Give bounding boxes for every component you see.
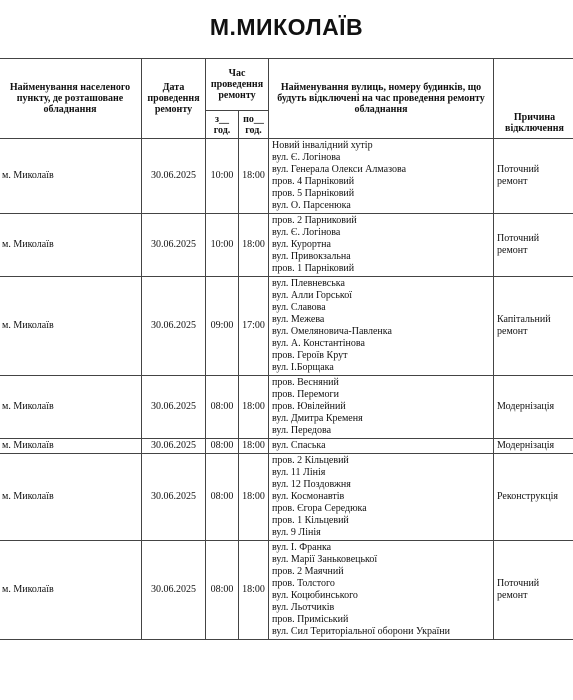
reason-cell: Капітальний ремонт xyxy=(494,277,573,376)
street-item: Новий інвалідний хутір xyxy=(272,140,373,151)
street-item: вул. І. Франка xyxy=(272,542,332,553)
date-cell: 30.06.2025 xyxy=(142,277,206,376)
street-item: вул. Є. Логінова xyxy=(272,227,341,238)
street-item: вул. О. Парсенюка xyxy=(272,200,351,211)
time-from-cell: 08:00 xyxy=(206,376,239,439)
header-date: Дата проведення ремонту xyxy=(142,59,206,139)
time-to-cell: 17:00 xyxy=(239,277,269,376)
street-item: вул. Сил Територіальної оборони України xyxy=(272,626,450,637)
street-item: вул. Космонавтів xyxy=(272,491,345,502)
table-row xyxy=(0,454,573,541)
header-time: Час проведення ремонту xyxy=(206,59,269,111)
streets-cell xyxy=(269,439,494,454)
street-item: пров. Приміський xyxy=(272,614,349,625)
streets-cell xyxy=(269,376,494,439)
streets-cell xyxy=(269,454,494,541)
time-to-cell: 18:00 xyxy=(239,541,269,640)
time-from-cell: 10:00 xyxy=(206,139,239,214)
settlement-cell: м. Миколаїв xyxy=(0,139,142,214)
table-row xyxy=(0,541,573,640)
street-item: вул. Омеляновича-Павленка xyxy=(272,326,392,337)
street-item: пров. Героїв Крут xyxy=(272,350,348,361)
date-cell: 30.06.2025 xyxy=(142,376,206,439)
street-item: вул. 12 Поздовжня xyxy=(272,479,351,490)
street-item: вул. Марії Заньковецької xyxy=(272,554,378,565)
street-item: вул. Алли Горської xyxy=(272,290,353,301)
street-item: вул. І.Борщака xyxy=(272,362,334,373)
time-to-cell: 18:00 xyxy=(239,139,269,214)
settlement-cell: м. Миколаїв xyxy=(0,454,142,541)
street-item: пров. Толстого xyxy=(272,578,335,589)
street-item: пров. 4 Парніковий xyxy=(272,176,355,187)
street-item: вул. 9 Лінія xyxy=(272,527,321,538)
reason-cell: Поточний ремонт xyxy=(494,541,573,640)
settlement-cell: м. Миколаїв xyxy=(0,439,142,454)
street-item: вул. Спаська xyxy=(272,440,326,451)
reason-cell: Модернізація xyxy=(494,376,573,439)
date-cell: 30.06.2025 xyxy=(142,454,206,541)
street-item: пров. Весняний xyxy=(272,377,339,388)
date-cell: 30.06.2025 xyxy=(142,214,206,277)
date-cell: 30.06.2025 xyxy=(142,139,206,214)
table-row xyxy=(0,439,573,454)
date-cell: 30.06.2025 xyxy=(142,439,206,454)
table-row xyxy=(0,376,573,439)
time-to-cell: 18:00 xyxy=(239,376,269,439)
street-item: вул. Курортна xyxy=(272,239,331,250)
streets-cell xyxy=(269,139,494,214)
street-item: вул. Є. Логінова xyxy=(272,152,341,163)
street-item: вул. Плевневська xyxy=(272,278,345,289)
time-from-cell: 10:00 xyxy=(206,214,239,277)
table-row xyxy=(0,214,573,277)
header-from: з__ год. xyxy=(206,111,239,139)
reason-cell: Модернізація xyxy=(494,439,573,454)
reason-cell: Поточний ремонт xyxy=(494,139,573,214)
street-item: пров. 2 Парниковий xyxy=(272,215,357,226)
table-row xyxy=(0,139,573,214)
street-item: пров. Перемоги xyxy=(272,389,339,400)
street-item: пров. 5 Парніковий xyxy=(272,188,355,199)
street-item: вул. А. Константінова xyxy=(272,338,365,349)
time-to-cell: 18:00 xyxy=(239,454,269,541)
header-to: по__ год. xyxy=(239,111,269,139)
street-item: вул. Привокзальна xyxy=(272,251,351,262)
street-item: пров. 1 Парніковий xyxy=(272,263,355,274)
table-row xyxy=(0,277,573,376)
street-item: вул. Слaвова xyxy=(272,302,326,313)
street-item: пров. 2 Маячний xyxy=(272,566,344,577)
street-item: вул. Передова xyxy=(272,425,332,436)
settlement-cell: м. Миколаїв xyxy=(0,541,142,640)
page-title: М.МИКОЛАЇВ xyxy=(209,14,364,40)
header-streets: Найменування вулиць, номеру будинків, що будуть відключені на час проведення ремонту обладнання xyxy=(269,59,494,139)
street-item: пров. 2 Кільцевий xyxy=(272,455,349,466)
street-item: вул. Межева xyxy=(272,314,325,325)
header-settlement: Найменування населеного пункту, де розташоване обладнання xyxy=(0,59,142,139)
time-from-cell: 08:00 xyxy=(206,541,239,640)
street-item: вул. 11 Лінія xyxy=(272,467,326,478)
street-item: пров. 1 Кільцевий xyxy=(272,515,349,526)
street-item: вул. Дмитра Кременя xyxy=(272,413,363,424)
street-item: вул. Коцюбинського xyxy=(272,590,358,601)
streets-cell xyxy=(269,214,494,277)
street-item: пров. Єгора Середюка xyxy=(272,503,367,514)
settlement-cell: м. Миколаїв xyxy=(0,214,142,277)
time-from-cell: 09:00 xyxy=(206,277,239,376)
reason-cell: Поточний ремонт xyxy=(494,214,573,277)
time-to-cell: 18:00 xyxy=(239,439,269,454)
header-reason: Причина відключення xyxy=(494,59,573,139)
time-to-cell: 18:00 xyxy=(239,214,269,277)
settlement-cell: м. Миколаїв xyxy=(0,277,142,376)
reason-cell: Реконструкція xyxy=(494,454,573,541)
streets-cell xyxy=(269,541,494,640)
outage-schedule-table xyxy=(0,58,573,640)
time-from-cell: 08:00 xyxy=(206,454,239,541)
settlement-cell: м. Миколаїв xyxy=(0,376,142,439)
time-from-cell: 08:00 xyxy=(206,439,239,454)
street-item: пров. Ювілейний xyxy=(272,401,346,412)
street-item: вул. Генерала Олекси Алмазова xyxy=(272,164,407,175)
date-cell: 30.06.2025 xyxy=(142,541,206,640)
street-item: вул. Льотчиків xyxy=(272,602,335,613)
streets-cell xyxy=(269,277,494,376)
